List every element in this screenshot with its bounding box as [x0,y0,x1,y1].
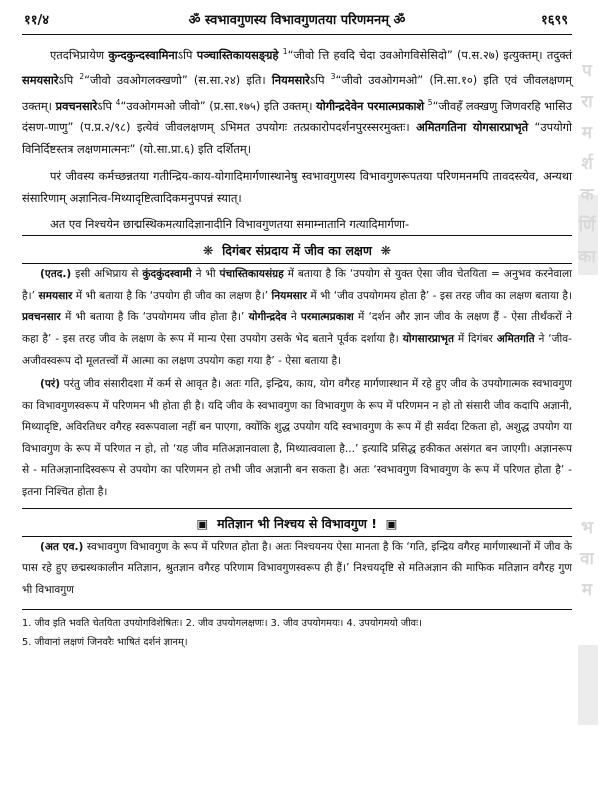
sidebar-char: रा [581,92,593,112]
hindi-paragraph-3: (अत एव.) स्वभावगुण विभावगुण के रूप में परिणत होता है। अतः निश्चयनय ऐसा मानता है कि ‘गति, इन्द्रिय वगैरह मार्गणास्थानों में जीव के पास रहे हुए छद्मस्थकालीन मतिज्ञान, श्रुतज्ञान वगैरह परिणाम विभावगुणस्वरूप ही हैं।’ निश्चयदृष्टि से मतिअज्ञान की माफिक मतिज्ञान वगैरह गुण भी विभावगुण [22,540,572,596]
footnote-line: 1. जीव इति भवति चेतयिता उपयोगविशेषितः। 2. जीव उपयोगलक्षणः। 3. जीव उपयोगमयः। 4. उपयोगमयो जीवः। [22,618,422,630]
section-rule-top [22,235,572,236]
page-number-left: ११/४ [24,13,50,28]
ornament-icon: ❋ [380,243,392,259]
footnotes [22,614,572,652]
sidebar-char: भ [581,518,593,538]
footnote-line: 5. जीवानां लक्षणं जिनवरैः भाषितं दर्शनं ज्ञानम्। [22,637,188,649]
page [22,0,572,807]
footnote-marker: 5 [427,97,433,107]
sidebar-char: म [581,123,593,143]
sidebar-char: म [581,580,593,600]
sidebar-char: र्णि [578,216,596,236]
sidebar-watermark [576,56,598,606]
sidebar-shade [578,645,598,725]
sanskrit-paragraph-1: एतदभिप्रायेण कुन्दकुन्दस्वामिनाऽपि पञ्चास्तिकायसङ्ग्रहे $^1$“जीवो त्ति हवदि चेदा उवओगविसेसिदो” (प.स.२७) इत्युक्तम्। तदुक्तं समयसारेऽपि $^2$“जीवो उवओगलक्खणो” (स.सा.२४) इति। नियमसारेऽपि $^3$“जीवो उवओगमओ” (नि.सा.१०) इति एवं जीवलक्षणम् उक्तम्। प्रवचनसारेऽपि $^4$“उवओगमओ जीवो” (प्र.सा.१७५) इति उक्तम्। योगीन्द्रदेवेन परमात्मप्रकाशे $^5$“जीवहँ लक्खणु जिणवरहि भासिउ दंसण-णाणु” (प.प्र.२/९८) इत्येवं जीवलक्षणम् ऽभिमत उपयोगः तत्प्रकारोपदर्शनपुरस्सरमुक्तः। अमितगतिना योगसारप्राभृते “उपयोगो विनिर्दिष्टस्तत्र लक्षणमात्मनः” (यो.सा.प्रा.६) इति दर्शितम्। [22,47,573,156]
ornament-icon: ▣ [196,515,209,531]
running-title: ॐ स्वभावगुणस्य विभावगुणतया परिणमनम् ॐ [188,13,406,28]
section-heading-jiva-lakshana: ❋ दिगंबर संप्रदाय में जीव का लक्षण ❋ [202,243,392,259]
sidebar-char: क [580,185,594,205]
sidebar-char: वा [580,549,594,569]
sidebar-char: का [578,247,596,267]
section-rule-top [22,508,572,509]
footnote-rule [22,609,572,610]
hindi-paragraph-1: (एतद.) इसी अभिप्राय से कुंदकुंदस्वामी ने भी पंचास्तिकायसंग्रह में बताया है कि ‘उपयोग से युक्त ऐसा जीव चेतयिता = अनुभव करनेवाला है।’ समयसार में भी बताया है कि ‘उपयोग ही जीव का लक्षण है।’ नियमसार में भी ‘जीव उपयोगमय होता है’ - इस तरह जीव का लक्षण बताया है। प्रवचनसार में भी बताया है कि ‘उपयोगमय जीव होता है।’ योगीन्द्रदेव ने परमात्मप्रकाश में ‘दर्शन और ज्ञान जीव के लक्षण हैं - ऐसा तीर्थंकरों ने कहा है’ - इस तरह जीव के लक्षण के रूप में मान्य ऐसा उपयोग उसके भेद बताने पूर्वक दर्शाया है। योगसारप्राभृत में दिगंबर अमितगति ने ‘जीव-अजीवस्वरूप दो मूलतत्त्वों में आत्मा का लक्षण उपयोग कहा गया है’ - ऐसा बताया है। [22,268,573,367]
header-rule [22,34,572,35]
footnote-marker: 4 [115,97,121,107]
hindi-paragraph-2: (परं) परंतु जीव संसारीदशा में कर्म से आवृत है। अतः गति, इन्द्रिय, काय, योग वगैरह मार्गणास्थान में रहे हुए जीव के उपयोगात्मक स्वभावगुण का विभावगुणस्वरूप में परिणमन भी होता ही है। यदि जीव के स्वभावगुण का विभावगुण के रूप में परिणमन न हो तो संसारी जीव कदापि अज्ञानी, मिथ्यादृष्टि, अविरतिधर वगैरह स्वरूपवाला नहीं बन पाएगा, क्योंकि शुद्ध उपयोग यदि स्वभावगुण के रूप में ही सर्वदा टिकता हो, अशुद्ध उपयोग या विभावगुण के रूप में परिणत न हो, तो ‘यह जीव मतिअज्ञानवाला है, मिथ्यात्ववाला है...’ इत्यादि प्रसिद्ध हकीकत असंगत बन जाएगी। अज्ञानरूप से - मतिअज्ञानादिस्वरूप से उपयोग का परिणमन हो तभी जीव अज्ञानी बन सकता है। अतः ‘स्वभावगुण विभावगुण के रूप में परिणत होता है’ - इतना निश्चित होता है। [22,378,572,499]
sanskrit-paragraph-3: अत एव निश्चयेन छाद्मस्थिकमत्यादिज्ञानादीनि विभावगुणतया समाम्नातानि गत्यादिमार्गणा- [50,216,410,231]
sidebar-char: प [582,61,592,81]
footnote-marker: 1 [282,47,288,56]
sidebar-char: र्श [581,154,593,174]
ornament-icon: ▣ [385,515,398,531]
ornament-icon: ❋ [202,243,214,259]
section-heading-matijnana: ▣ मतिज्ञान भी निश्चय से विभावगुण ! ▣ [196,515,398,531]
footnote-marker: 3 [330,72,336,82]
sanskrit-paragraph-2: परं जीवस्य कर्मच्छन्नतया गतीन्द्रिय-काय-योगादिमार्गणास्थानेषु स्वभावगुणस्य विभावगुणरूपतया परिणमनमपि तावदस्त्येव, अन्यथा संसारिणाम् अज्ञानित्व-मिथ्यादृष्टित्वादिकमनुपपन्नं स्यात्। [22,169,572,205]
page-number-right: १६९९ [540,13,568,28]
footnote-marker: 2 [79,72,85,82]
page-header [22,6,572,32]
